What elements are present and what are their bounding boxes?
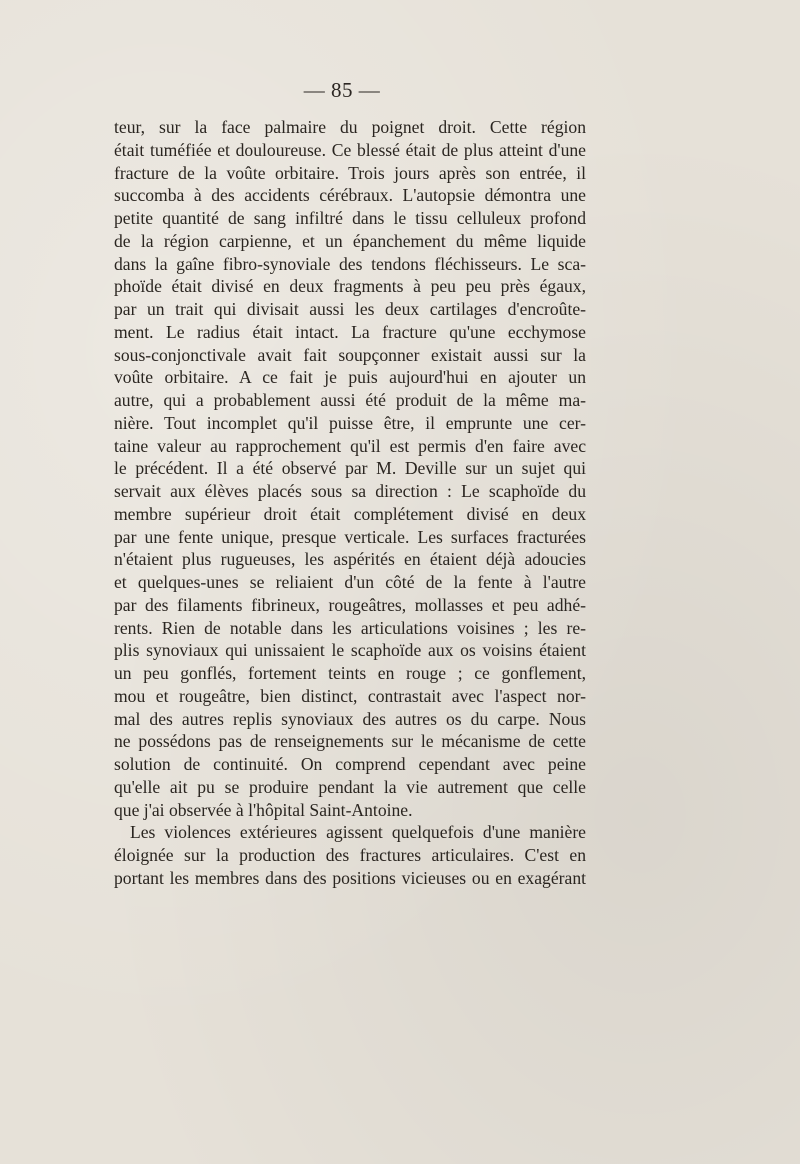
text-line: par un trait qui divisait aussi les deux cartilages d'encroûte- bbox=[114, 299, 586, 319]
text-line: fracture de la voûte orbitaire. Trois jours après son entrée, il bbox=[114, 162, 586, 183]
text-line: ment. Le radius était intact. La fracture qu'une ecchymose bbox=[114, 321, 586, 342]
page-number: — 85 — bbox=[303, 78, 381, 102]
text-line: phoïde était divisé en deux fragments à peu peu près égaux, bbox=[114, 276, 586, 297]
text-line: solution de continuité. On comprend cependant avec peine bbox=[114, 754, 586, 774]
text-line: sous-conjonctivale avait fait soupçonner existait aussi sur la bbox=[114, 344, 586, 365]
paragraph-start-line: Les violences extérieures agissent quelquefois d'une manière bbox=[130, 822, 586, 843]
text-line: succomba à des accidents cérébraux. L'autopsie démontra une bbox=[114, 185, 586, 206]
text-line: qu'elle ait pu se produire pendant la vie autrement que celle bbox=[114, 776, 586, 797]
text-line: rents. Rien de notable dans les articulations voisines ; les re- bbox=[114, 617, 586, 638]
text-line: était tuméfiée et douloureuse. Ce blessé était de plus atteint d'une bbox=[114, 139, 586, 160]
text-line: petite quantité de sang infiltré dans le tissu celluleux profond bbox=[114, 208, 586, 228]
text-line: nière. Tout incomplet qu'il puisse être, il emprunte une cer- bbox=[114, 412, 586, 433]
text-line: mal des autres replis synoviaux des autres os du carpe. Nous bbox=[114, 708, 586, 729]
text-line: ne possédons pas de renseignements sur le mécanisme de cette bbox=[114, 731, 586, 752]
text-line: le précédent. Il a été observé par M. Deville sur un sujet qui bbox=[114, 458, 586, 479]
text-line: taine valeur au rapprochement qu'il est permis d'en faire avec bbox=[114, 435, 586, 456]
text-line: par des filaments fibrineux, rougeâtres, mollasses et peu adhé- bbox=[114, 594, 586, 615]
text-line: et quelques-unes se reliaient d'un côté de la fente à l'autre bbox=[114, 572, 586, 592]
text-line: de la région carpienne, et un épanchement du même liquide bbox=[114, 230, 586, 251]
body-text bbox=[114, 116, 586, 890]
text-line: voûte orbitaire. A ce fait je puis aujourd'hui en ajouter un bbox=[114, 367, 586, 388]
text-line: un peu gonflés, fortement teints en rouge ; ce gonflement, bbox=[114, 663, 586, 683]
text-line: mou et rougeâtre, bien distinct, contrastait avec l'aspect nor- bbox=[114, 685, 586, 706]
paragraph-end-line: que j'ai observée à l'hôpital Saint-Antoine. bbox=[114, 799, 413, 820]
text-line: servait aux élèves placés sous sa direction : Le scaphoïde du bbox=[114, 481, 586, 501]
text-line: portant les membres dans des positions vicieuses ou en exagérant bbox=[114, 867, 586, 888]
text-line: teur, sur la face palmaire du poignet droit. Cette région bbox=[114, 117, 586, 137]
text-line: dans la gaîne fibro-synoviale des tendons fléchisseurs. Le sca- bbox=[114, 253, 586, 274]
text-line: autre, qui a probablement aussi été produit de la même ma- bbox=[114, 390, 586, 410]
text-line: par une fente unique, presque verticale. Les surfaces fracturées bbox=[114, 526, 586, 547]
text-line: membre supérieur droit était complétement divisé en deux bbox=[114, 503, 586, 524]
text-line: n'étaient plus rugueuses, les aspérités en étaient déjà adoucies bbox=[114, 549, 586, 570]
text-line: éloignée sur la production des fractures articulaires. C'est en bbox=[114, 845, 586, 865]
text-line: plis synoviaux qui unissaient le scaphoïde aux os voisins étaient bbox=[114, 640, 586, 661]
